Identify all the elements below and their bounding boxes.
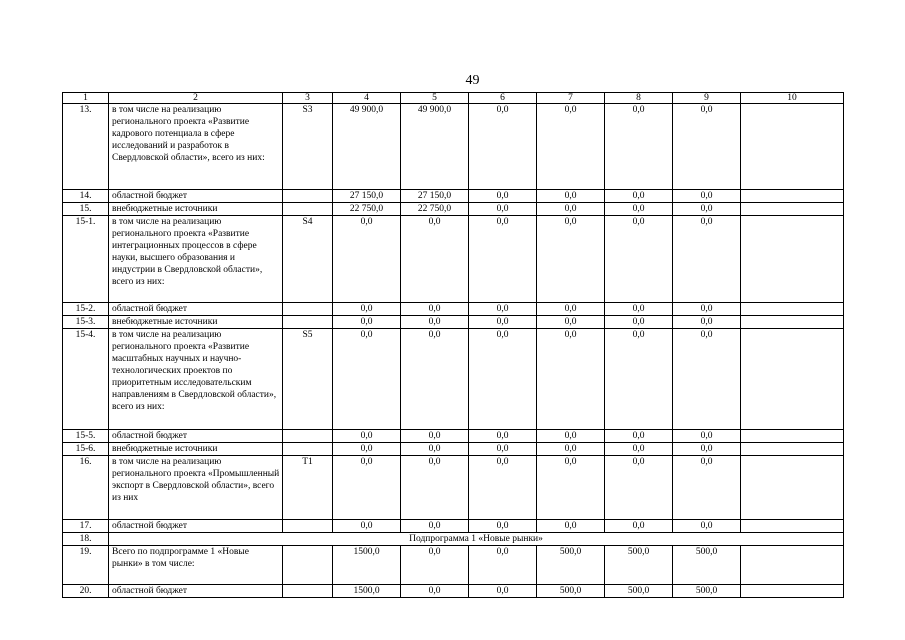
value-col-7: 0,0 xyxy=(537,443,605,456)
value-col-8: 0,0 xyxy=(605,190,673,203)
value-col-10 xyxy=(741,203,844,216)
value-col-6: 0,0 xyxy=(469,520,537,533)
row-code: S3 xyxy=(283,104,333,190)
value-col-9: 0,0 xyxy=(673,316,741,329)
value-col-4: 22 750,0 xyxy=(333,203,401,216)
row-description: внебюджетные источники xyxy=(109,203,283,216)
value-col-9: 0,0 xyxy=(673,329,741,430)
value-col-8: 0,0 xyxy=(605,520,673,533)
value-col-10 xyxy=(741,190,844,203)
value-col-10 xyxy=(741,316,844,329)
table-header-row xyxy=(63,93,844,104)
row-description: внебюджетные источники xyxy=(109,316,283,329)
value-col-7: 0,0 xyxy=(537,520,605,533)
row-description: областной бюджет xyxy=(109,190,283,203)
column-header: 3 xyxy=(283,93,333,104)
row-description: в том числе на реализацию регионального проекта «Промышленный экспорт в Свердловской области», всего из них xyxy=(109,456,283,520)
value-col-8: 0,0 xyxy=(605,316,673,329)
value-col-8: 0,0 xyxy=(605,104,673,190)
value-col-10 xyxy=(741,456,844,520)
value-col-9: 0,0 xyxy=(673,216,741,303)
table-row xyxy=(63,443,844,456)
table-row xyxy=(63,329,844,430)
value-col-6: 0,0 xyxy=(469,216,537,303)
row-number: 15-5. xyxy=(63,430,109,443)
value-col-7: 0,0 xyxy=(537,430,605,443)
value-col-5: 27 150,0 xyxy=(401,190,469,203)
value-col-5: 0,0 xyxy=(401,430,469,443)
value-col-5: 0,0 xyxy=(401,585,469,598)
value-col-10 xyxy=(741,443,844,456)
row-number: 14. xyxy=(63,190,109,203)
value-col-7: 500,0 xyxy=(537,585,605,598)
row-number: 19. xyxy=(63,546,109,585)
value-col-5: 0,0 xyxy=(401,443,469,456)
column-header: 8 xyxy=(605,93,673,104)
value-col-8: 0,0 xyxy=(605,443,673,456)
row-code xyxy=(283,546,333,585)
value-col-8: 0,0 xyxy=(605,303,673,316)
value-col-7: 0,0 xyxy=(537,216,605,303)
column-header: 6 xyxy=(469,93,537,104)
value-col-7: 0,0 xyxy=(537,203,605,216)
column-header: 2 xyxy=(109,93,283,104)
value-col-4: 1500,0 xyxy=(333,546,401,585)
value-col-4: 0,0 xyxy=(333,456,401,520)
value-col-5: 49 900,0 xyxy=(401,104,469,190)
row-number: 18. xyxy=(63,533,109,546)
value-col-6: 0,0 xyxy=(469,546,537,585)
row-code xyxy=(283,430,333,443)
value-col-5: 0,0 xyxy=(401,520,469,533)
row-code xyxy=(283,316,333,329)
row-description: областной бюджет xyxy=(109,585,283,598)
value-col-5: 0,0 xyxy=(401,546,469,585)
value-col-4: 0,0 xyxy=(333,316,401,329)
value-col-10 xyxy=(741,329,844,430)
value-col-9: 0,0 xyxy=(673,443,741,456)
table-row xyxy=(63,456,844,520)
row-number: 15-4. xyxy=(63,329,109,430)
table-row xyxy=(63,430,844,443)
row-code xyxy=(283,585,333,598)
row-description: в том числе на реализацию регионального проекта «Развитие интеграционных процессов в сфере науки, высшего образования и индустрии в Свердловской области», всего из них: xyxy=(109,216,283,303)
table-row xyxy=(63,520,844,533)
value-col-8: 0,0 xyxy=(605,216,673,303)
value-col-4: 1500,0 xyxy=(333,585,401,598)
row-code xyxy=(283,520,333,533)
value-col-5: 0,0 xyxy=(401,216,469,303)
value-col-9: 0,0 xyxy=(673,520,741,533)
value-col-6: 0,0 xyxy=(469,316,537,329)
value-col-4: 27 150,0 xyxy=(333,190,401,203)
table-row xyxy=(63,585,844,598)
column-header: 7 xyxy=(537,93,605,104)
row-description: в том числе на реализацию регионального проекта «Развитие масштабных научных и научно-технологических проектов по приоритетным исследовательским направлениям в Свердловской области», всего из них: xyxy=(109,329,283,430)
value-col-9: 0,0 xyxy=(673,190,741,203)
row-description: внебюджетные источники xyxy=(109,443,283,456)
row-code xyxy=(283,303,333,316)
row-description: областной бюджет xyxy=(109,520,283,533)
table-row xyxy=(63,546,844,585)
value-col-9: 0,0 xyxy=(673,430,741,443)
row-description: областной бюджет xyxy=(109,430,283,443)
value-col-10 xyxy=(741,430,844,443)
section-title: Подпрограмма 1 «Новые рынки» xyxy=(109,533,844,546)
value-col-6: 0,0 xyxy=(469,104,537,190)
value-col-4: 0,0 xyxy=(333,443,401,456)
row-number: 15-2. xyxy=(63,303,109,316)
value-col-10 xyxy=(741,520,844,533)
table-row xyxy=(63,316,844,329)
page-number: 49 xyxy=(465,73,480,88)
value-col-6: 0,0 xyxy=(469,190,537,203)
value-col-7: 0,0 xyxy=(537,303,605,316)
row-code: T1 xyxy=(283,456,333,520)
value-col-4: 0,0 xyxy=(333,216,401,303)
value-col-10 xyxy=(741,585,844,598)
column-header: 1 xyxy=(63,93,109,104)
value-col-10 xyxy=(741,546,844,585)
column-header: 5 xyxy=(401,93,469,104)
column-header: 9 xyxy=(673,93,741,104)
budget-table xyxy=(62,92,844,598)
value-col-9: 500,0 xyxy=(673,585,741,598)
value-col-6: 0,0 xyxy=(469,329,537,430)
table-row xyxy=(63,190,844,203)
value-col-6: 0,0 xyxy=(469,203,537,216)
table-row xyxy=(63,303,844,316)
table-row xyxy=(63,203,844,216)
row-number: 15. xyxy=(63,203,109,216)
value-col-8: 0,0 xyxy=(605,430,673,443)
table-row xyxy=(63,216,844,303)
value-col-9: 0,0 xyxy=(673,203,741,216)
value-col-7: 0,0 xyxy=(537,456,605,520)
value-col-9: 0,0 xyxy=(673,104,741,190)
value-col-5: 22 750,0 xyxy=(401,203,469,216)
value-col-10 xyxy=(741,303,844,316)
value-col-7: 500,0 xyxy=(537,546,605,585)
row-number: 17. xyxy=(63,520,109,533)
row-code xyxy=(283,203,333,216)
value-col-10 xyxy=(741,216,844,303)
row-code: S5 xyxy=(283,329,333,430)
value-col-7: 0,0 xyxy=(537,104,605,190)
value-col-4: 0,0 xyxy=(333,430,401,443)
value-col-5: 0,0 xyxy=(401,316,469,329)
value-col-4: 0,0 xyxy=(333,303,401,316)
row-number: 15-6. xyxy=(63,443,109,456)
value-col-6: 0,0 xyxy=(469,430,537,443)
row-number: 16. xyxy=(63,456,109,520)
value-col-8: 500,0 xyxy=(605,585,673,598)
row-number: 15-1. xyxy=(63,216,109,303)
row-description: областной бюджет xyxy=(109,303,283,316)
value-col-7: 0,0 xyxy=(537,190,605,203)
value-col-6: 0,0 xyxy=(469,303,537,316)
row-number: 13. xyxy=(63,104,109,190)
column-header: 10 xyxy=(741,93,844,104)
value-col-8: 0,0 xyxy=(605,329,673,430)
value-col-6: 0,0 xyxy=(469,456,537,520)
row-code xyxy=(283,190,333,203)
value-col-7: 0,0 xyxy=(537,329,605,430)
value-col-5: 0,0 xyxy=(401,329,469,430)
table-row xyxy=(63,104,844,190)
row-code xyxy=(283,443,333,456)
row-description: Всего по подпрограмме 1 «Новые рынки» в том числе: xyxy=(109,546,283,585)
value-col-8: 0,0 xyxy=(605,203,673,216)
value-col-5: 0,0 xyxy=(401,303,469,316)
row-number: 20. xyxy=(63,585,109,598)
value-col-8: 500,0 xyxy=(605,546,673,585)
value-col-8: 0,0 xyxy=(605,456,673,520)
row-number: 15-3. xyxy=(63,316,109,329)
row-code: S4 xyxy=(283,216,333,303)
value-col-6: 0,0 xyxy=(469,443,537,456)
value-col-5: 0,0 xyxy=(401,456,469,520)
value-col-9: 0,0 xyxy=(673,303,741,316)
value-col-9: 500,0 xyxy=(673,546,741,585)
value-col-4: 0,0 xyxy=(333,329,401,430)
value-col-7: 0,0 xyxy=(537,316,605,329)
value-col-9: 0,0 xyxy=(673,456,741,520)
value-col-10 xyxy=(741,104,844,190)
row-description: в том числе на реализацию регионального проекта «Развитие кадрового потенциала в сфере исследований и разработок в Свердловской области», всего из них: xyxy=(109,104,283,190)
value-col-6: 0,0 xyxy=(469,585,537,598)
column-header: 4 xyxy=(333,93,401,104)
value-col-4: 49 900,0 xyxy=(333,104,401,190)
value-col-4: 0,0 xyxy=(333,520,401,533)
table-row xyxy=(63,533,844,546)
